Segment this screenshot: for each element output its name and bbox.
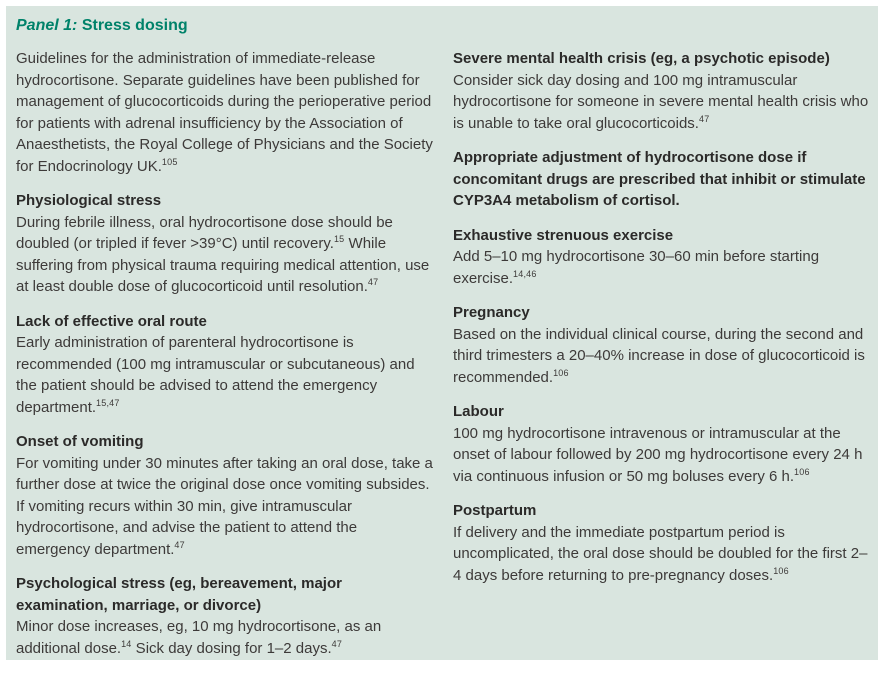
- reference-superscript: 106: [794, 466, 810, 477]
- section-body: [453, 246, 870, 289]
- section-body: [453, 70, 870, 135]
- body-text: During febrile illness, oral hydrocortisone dose should be doubled (or tripled if fever >39°C) until recovery.: [16, 213, 393, 252]
- reference-superscript: 105: [161, 156, 178, 167]
- section-heading: Appropriate adjustment of hydrocortisone dose if concomitant drugs are prescribed that inhibit or stimulate CYP3A4 metabolism of cortisol.: [453, 149, 866, 209]
- reference-superscript: 15,47: [96, 397, 120, 408]
- reference-superscript: 15: [333, 234, 345, 244]
- section-body: [453, 324, 870, 389]
- body-text: Early administration of parenteral hydrocortisone is recommended (100 mg intramuscular or subcutaneous) and the patient should be advised to attend the emergency department.: [16, 334, 415, 416]
- panel-section: [453, 48, 870, 134]
- body-text: Based on the individual clinical course, during the second and third trimesters a 20–40% increase in dose of glucocorticoid is recommended.: [453, 325, 865, 386]
- reference-superscript: 47: [174, 539, 185, 550]
- panel-title-text: Stress dosing: [81, 17, 188, 34]
- reference-superscript: 106: [553, 367, 569, 378]
- panel-label: Panel 1:: [16, 17, 78, 34]
- section-body: [16, 48, 433, 177]
- section-body: [453, 423, 870, 488]
- body-text: Sick day dosing for 1–2 days.: [131, 639, 332, 657]
- section-body: [453, 522, 870, 587]
- panel-section: [453, 147, 870, 212]
- section-heading: Pregnancy: [453, 304, 530, 321]
- panel-section: [16, 573, 433, 659]
- body-text: Minor dose increases, eg, 10 mg hydrocortisone, as an additional dose.: [16, 618, 382, 657]
- left-column: [16, 48, 433, 659]
- section-heading: Psychological stress (eg, bereavement, major examination, marriage, or divorce): [16, 575, 342, 614]
- right-column: [453, 48, 870, 659]
- section-body: [16, 453, 433, 561]
- reference-superscript: 47: [331, 638, 343, 649]
- section-heading: Labour: [453, 403, 504, 420]
- section-heading: Physiological stress: [16, 192, 162, 209]
- body-text: While suffering from physical trauma requiring medical attention, use at least double dose of glucocorticoid until resolution.: [16, 235, 430, 295]
- section-body: [16, 212, 433, 298]
- section-heading: Postpartum: [453, 502, 537, 519]
- section-heading: Onset of vomiting: [16, 433, 144, 450]
- body-text: For vomiting under 30 minutes after taking an oral dose, take a further dose at twice the original dose once vomiting subsides. If vomiting recurs within 30 min, give intramuscular hydrocortisone, and advise the patient to attend the emergency department.: [16, 454, 433, 558]
- panel-title: [16, 15, 870, 37]
- reference-superscript: 47: [698, 113, 710, 124]
- body-text: Guidelines for the administration of immediate-release hydrocortisone. Separate guidelines have been published for management of glucocorticoids during the perioperative period for patients with adrenal insufficiency by the Association of Anaesthetists, the Royal College of Physicians and the Society for Endocrinology UK.: [16, 50, 433, 175]
- section-body: [16, 616, 433, 659]
- reference-superscript: 14: [121, 638, 132, 649]
- reference-superscript: 106: [773, 565, 789, 576]
- stress-dosing-panel: [6, 6, 878, 660]
- panel-section: [453, 500, 870, 586]
- section-heading: Lack of effective oral route: [16, 312, 207, 330]
- body-text: Consider sick day dosing and 100 mg intramuscular hydrocortisone for someone in severe mental health crisis who is unable to take oral glucocorticoids.: [453, 71, 869, 132]
- body-text: Add 5–10 mg hydrocortisone 30–60 min before starting exercise.: [453, 248, 820, 287]
- panel-section: [16, 431, 433, 560]
- panel-section: [16, 311, 433, 419]
- panel-section: [16, 48, 433, 177]
- section-heading: Severe mental health crisis (eg, a psychotic episode): [453, 50, 830, 67]
- body-text: If delivery and the immediate postpartum period is uncomplicated, the oral dose should be doubled for the first 2–4 days before returning to pre-pregnancy doses.: [453, 523, 868, 584]
- section-heading: Exhaustive strenuous exercise: [453, 226, 674, 244]
- panel-section: [453, 302, 870, 388]
- panel-section: [453, 225, 870, 290]
- panel-section: [16, 190, 433, 298]
- section-body: [16, 332, 433, 418]
- reference-superscript: 47: [367, 277, 379, 287]
- reference-superscript: 14,46: [513, 268, 537, 279]
- panel-section: [453, 401, 870, 487]
- body-text: 100 mg hydrocortisone intravenous or intramuscular at the onset of labour followed by 200 mg hydrocortisone every 24 h via continuous infusion or 50 mg boluses every 6 h.: [453, 424, 863, 485]
- panel-columns: [16, 48, 870, 659]
